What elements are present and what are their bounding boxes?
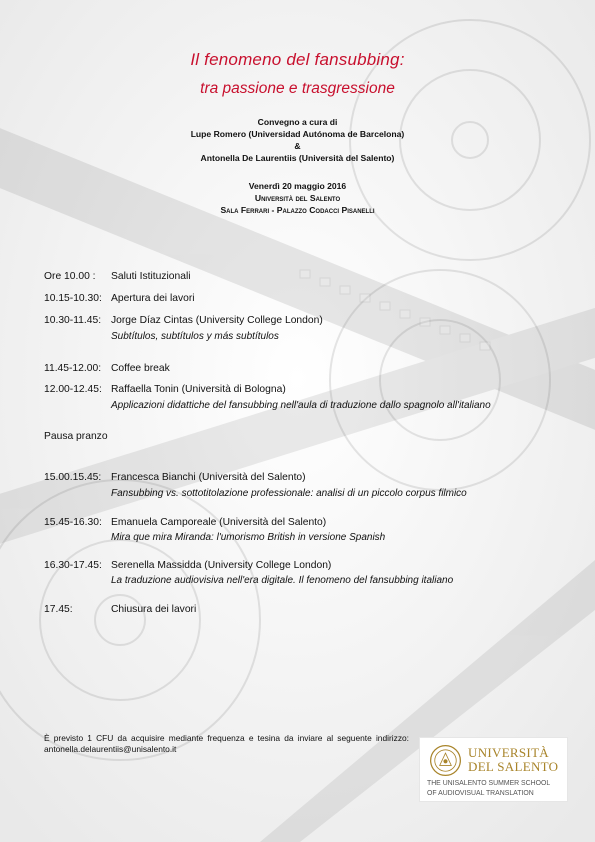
program-talk-title: Mira que mira Miranda: l'umorismo British in versione Spanish [111, 532, 386, 543]
program-item: Chiusura dei lavori [111, 604, 197, 615]
program-time: 11.45-12.00: [44, 363, 102, 374]
program-row [44, 559, 331, 572]
program-row [44, 471, 306, 484]
organizer-1: Lupe Romero (Universidad Autónoma de Barcelona) [190, 129, 405, 139]
summer-school-logo [419, 737, 568, 802]
program-time: 10.30-11.45: [44, 315, 102, 326]
university-seal-icon [429, 744, 462, 777]
logo-university-line-1: UNIVERSITÀ [468, 745, 549, 760]
cfu-footnote: È previsto 1 CFU da acquisire mediante frequenza e tesina da inviare al seguente indirizzo: antonella.delaurentiis@unisalento.it [44, 733, 409, 754]
program-item: Serenella Massidda (University College London) [111, 560, 332, 571]
program-row [44, 516, 326, 529]
program-item: Emanuela Camporeale (Università del Salento) [111, 517, 327, 528]
program-time: Ore 10.00 : [44, 271, 96, 282]
program-item: Jorge Díaz Cintas (University College London) [111, 315, 323, 326]
organizers-intro: Convegno a cura di [257, 117, 338, 127]
program-row [44, 383, 286, 396]
event-university: Università del Salento [254, 193, 341, 203]
organizer-ampersand: & [294, 141, 301, 151]
program-item: Raffaella Tonin (Università di Bologna) [111, 384, 286, 395]
program-row [44, 270, 191, 283]
event-venue: Sala Ferrari - Palazzo Codacci Pisanelli [220, 205, 375, 215]
logo-school-line-2: OF AUDIOVISUAL TRANSLATION [427, 790, 534, 797]
program-time: 10.15-10.30: [44, 293, 102, 304]
program-row [44, 292, 195, 305]
program-talk-title: La traduzione audiovisiva nell'era digitale. Il fenomeno del fansubbing italiano [111, 575, 454, 586]
event-date: Venerdì 20 maggio 2016 [248, 181, 347, 191]
program-talk-title: Subtítulos, subtítulos y más subtítulos [111, 331, 279, 342]
program-item: Francesca Bianchi (Università del Salento) [111, 472, 306, 483]
program-time: 16.30-17.45: [44, 560, 102, 571]
program-row [44, 430, 108, 443]
program-time: 15.00.15.45: [44, 472, 102, 483]
organizer-2: Antonella De Laurentiis (Università del Salento) [200, 153, 395, 163]
program-row [44, 362, 170, 375]
program-time: 15.45-16.30: [44, 517, 102, 528]
title-line-2: tra passione e trasgressione [200, 80, 395, 97]
program-item: Coffee break [111, 363, 170, 374]
program-talk-title: Applicazioni didattiche del fansubbing nell'aula di traduzione dallo spagnolo all'italiano [111, 400, 491, 411]
program-time: 12.00-12.45: [44, 384, 102, 395]
program-talk-title: Fansubbing vs. sottotitolazione professionale: analisi di un piccolo corpus filmico [111, 488, 467, 499]
title-line-1: Il fenomeno del fansubbing: [190, 50, 405, 69]
logo-school-line-1: THE UNISALENTO SUMMER SCHOOL [427, 780, 551, 787]
program-item: Pausa pranzo [44, 431, 108, 442]
program-item: Apertura dei lavori [111, 293, 195, 304]
program-time: 17.45: [44, 604, 73, 615]
logo-university-line-2: DEL SALENTO [468, 759, 559, 774]
program-row [44, 314, 323, 327]
program-item: Saluti Istituzionali [111, 271, 191, 282]
program-row [44, 603, 196, 616]
